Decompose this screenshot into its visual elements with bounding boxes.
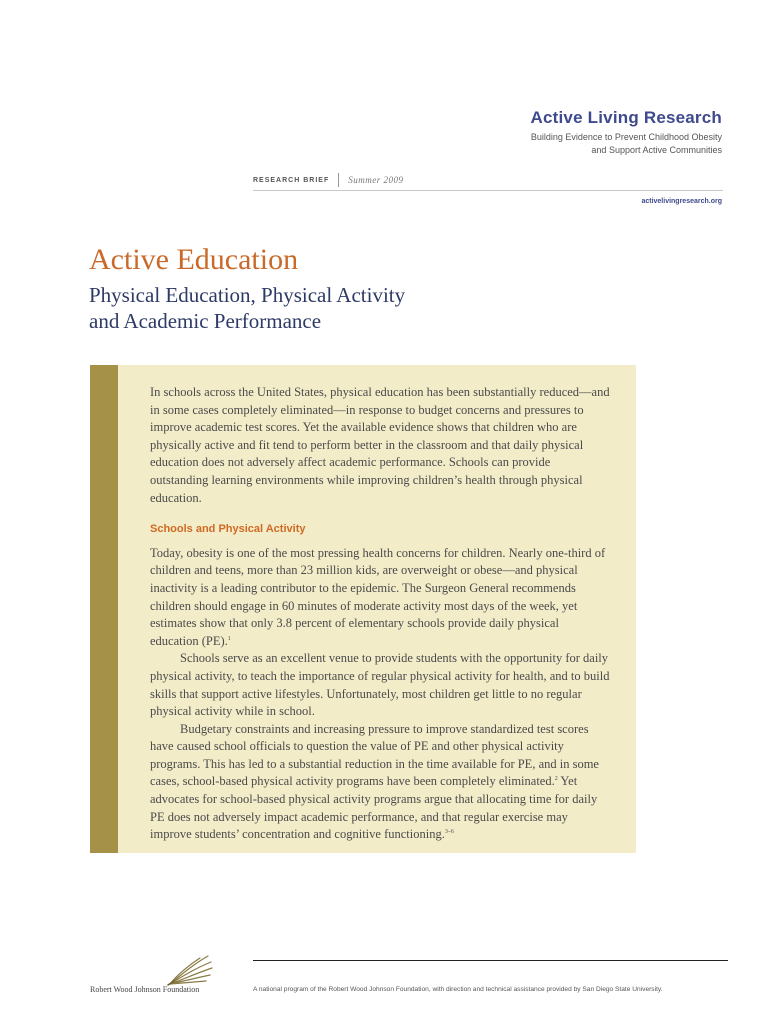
paragraph-2: Schools serve as an excellent venue to provide students with the opportunity for daily physical activity, to teach the importance of regular physical activity for health, and to build skills that support active lifestyles. Unfortunately, most children get little to no regular physical activity while in school. bbox=[150, 651, 610, 719]
paragraph-1 bbox=[150, 545, 610, 651]
brief-divider bbox=[338, 173, 339, 187]
footer-note: A national program of the Robert Wood Johnson Foundation, with direction and technical assistance provided by San Diego State University. bbox=[253, 986, 663, 993]
header-rule bbox=[253, 190, 723, 191]
reference-marker: 2 bbox=[554, 776, 558, 783]
brief-line bbox=[253, 172, 403, 188]
intro-paragraph: In schools across the United States, physical education has been substantially reduced—and in some cases completely eliminated—in response to budget concerns and pressures to improve academic test scores. Yet the available evidence shows that children who are physically active and fit tend to perform better in the classroom and that daily physical education does not adversely affect academic performance. Schools can provide outstanding learning environments while improving children’s health through physical education. bbox=[150, 385, 610, 505]
tagline-line-1: Building Evidence to Prevent Childhood Obesity bbox=[530, 132, 722, 142]
paragraph-1-text: Today, obesity is one of the most pressing health concerns for children. Nearly one-third of children and teens, more than 23 million kids, are overweight or obese—and physical inactivity is a leading contributor to the epidemic. The Surgeon General recommends children should engage in 60 minutes of moderate activity most days of the week, yet estimates show that only 3.8 percent of elementary schools provide daily physical education (PE). bbox=[150, 545, 606, 648]
page-title: Active Education bbox=[89, 243, 299, 276]
brand-block bbox=[531, 108, 722, 157]
accent-bar bbox=[90, 365, 118, 853]
reference-marker: 1 bbox=[227, 635, 231, 642]
brand-tagline bbox=[531, 131, 722, 157]
paragraph-3 bbox=[150, 721, 610, 844]
brief-label: RESEARCH BRIEF bbox=[253, 176, 330, 184]
content-box bbox=[90, 365, 636, 853]
subtitle-line-2: and Academic Performance bbox=[89, 309, 322, 333]
brief-season: Summer 2009 bbox=[348, 175, 404, 185]
content-text bbox=[150, 384, 610, 844]
section-heading: Schools and Physical Activity bbox=[150, 523, 306, 536]
subtitle-line-1: Physical Education, Physical Activity bbox=[89, 283, 406, 307]
website-link[interactable]: activelivingresearch.org bbox=[641, 198, 722, 205]
reference-marker: 3–6 bbox=[444, 829, 454, 836]
tagline-line-2: and Support Active Communities bbox=[591, 145, 722, 155]
foundation-name: Robert Wood Johnson Foundation bbox=[90, 985, 200, 994]
paragraph-3b-text: Yet advocates for school-based physical activity programs argue that allocating time for daily PE does not adversely impact academic performance, and that regular exercise may improve students’ concentration and cognitive functioning. bbox=[150, 774, 598, 842]
page-subtitle bbox=[89, 282, 405, 334]
footer-rule bbox=[253, 960, 728, 961]
paragraph-3a-text: Budgetary constraints and increasing pressure to improve standardized test scores have caused school officials to question the value of PE and other physical activity programs. This has led to a substantial reduction in the time available for PE, and in some cases, school-based physical activity programs have been completely eliminated. bbox=[150, 721, 599, 789]
brand-title: Active Living Research bbox=[530, 108, 722, 127]
